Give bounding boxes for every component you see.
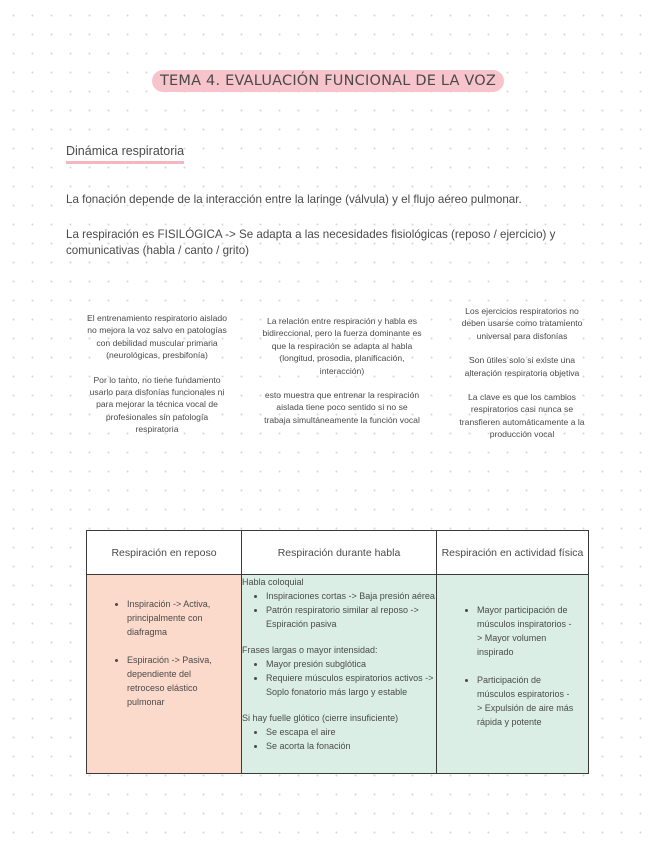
note-ejercicios (453, 305, 591, 453)
list-item: • Mayor participación de músculos inspiratorios -> Mayor volumen inspirado (477, 603, 588, 659)
header-reposo: Respiración en reposo (87, 531, 242, 575)
note-entrenamiento (84, 312, 230, 448)
table-row (87, 575, 589, 774)
paragraph-fonacion: La fonación depende de la interacción entre la laringe (válvula) y el flujo aéreo pulmonar. (66, 193, 522, 206)
list-item: • Inspiraciones cortas -> Baja presión aérea (266, 589, 436, 603)
list-item: • Espiración -> Pasiva, dependiente del retroceso elástico pulmonar (127, 653, 241, 709)
group-label: Frases largas o mayor intensidad: (242, 645, 378, 655)
cell-habla (242, 575, 437, 774)
table-header-row (87, 531, 589, 575)
paragraph-respiracion: La respiración es FISILÓGICA -> Se adapta a las necesidades fisiológicas (reposo / ejercicio) y comunicativas (habla / canto / grito) (66, 228, 556, 257)
section-subtitle: Dinámica respiratoria (66, 144, 184, 164)
list-item: • Participación de músculos espiratorios -> Expulsión de aire más rápida y potente (477, 673, 588, 729)
list-item: • Mayor presión subglótica (266, 657, 436, 671)
note-text: Por lo tanto, no tiene fundamento usarlo para disfonías funcionales ni para mejorar la técnica vocal de profesionales sin patología respiratoria (89, 374, 225, 435)
cell-reposo (87, 575, 242, 774)
note-relacion (262, 315, 422, 438)
note-text: El entrenamiento respiratorio aislado no mejora la voz salvo en patologías con debilidad muscular primaria (neurológicas, presbifonía) (87, 313, 227, 361)
group-label: Habla coloquial (242, 577, 304, 587)
respiration-table (86, 530, 589, 774)
note-text: Son útiles solo si existe una alteración respiratoria objetiva (464, 355, 580, 378)
cell-actividad (437, 575, 589, 774)
list-item: • Patrón respiratorio similar al reposo -> Espiración pasiva (266, 603, 436, 631)
list-item: • Se acorta la fonación (266, 739, 436, 753)
title-container (0, 70, 656, 92)
list-item: • Requiere músculos espiratorios activos -> Soplo fonatorio más largo y estable (266, 671, 436, 699)
note-text: esto muestra que entrenar la respiración aislada tiene poco sentido si no se trabaja simultáneamente la función vocal (264, 390, 420, 425)
group-label: Si hay fuelle glótico (cierre insuficiente) (242, 713, 399, 723)
page-title: TEMA 4. EVALUACIÓN FUNCIONAL DE LA VOZ (152, 70, 504, 92)
note-text: Los ejercicios respiratorios no deben usarse como tratamiento universal para disfonías (461, 306, 583, 341)
note-text: La relación entre respiración y habla es bidireccional, pero la fuerza dominante es que la respiración se adapta al habla (longitud, prosodia, planificación, interacción) (262, 316, 422, 376)
list-item: • Inspiración -> Activa, principalmente con diafragma (127, 597, 241, 639)
header-actividad: Respiración en actividad física (437, 531, 589, 575)
header-habla: Respiración durante habla (242, 531, 437, 575)
list-item: • Se escapa el aire (266, 725, 436, 739)
note-text: La clave es que los cambios respiratorios casi nunca se transfieren automáticamente a la producción vocal (459, 392, 585, 440)
